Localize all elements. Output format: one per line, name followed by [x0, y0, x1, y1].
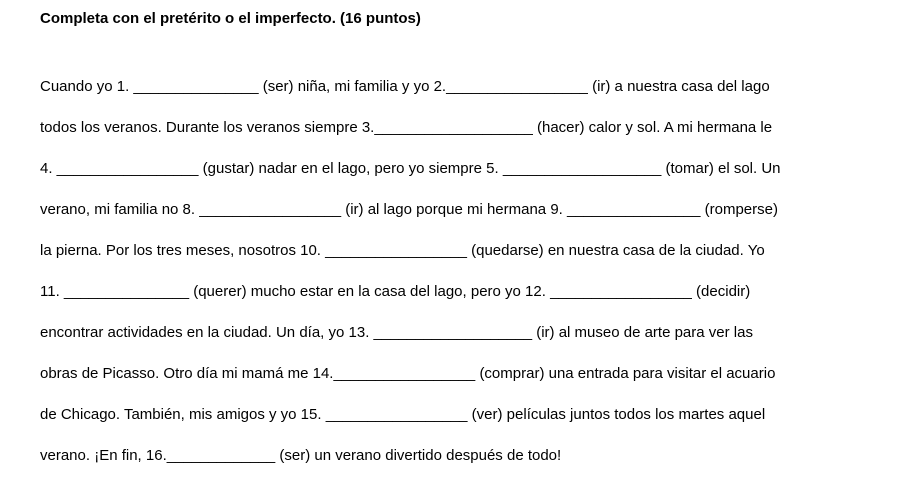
exercise-line: de Chicago. También, mis amigos y yo 15. _________________ (ver) películas juntos todos los martes aquel: [40, 406, 766, 423]
exercise-line: 4. _________________ (gustar) nadar en el lago, pero yo siempre 5. ___________________ (tomar) el sol. Un: [40, 160, 781, 177]
exercise-line: 11. _______________ (querer) mucho estar en la casa del lago, pero yo 12. _________________ (decidir): [40, 283, 751, 300]
exercise-line: todos los veranos. Durante los veranos siempre 3.___________________ (hacer) calor y sol. A mi hermana le: [40, 119, 773, 136]
exercise-line: encontrar actividades en la ciudad. Un día, yo 13. ___________________ (ir) al museo de arte para ver las: [40, 324, 753, 341]
exercise-line: la pierna. Por los tres meses, nosotros 10. _________________ (quedarse) en nuestra casa de la ciudad. Yo: [40, 242, 765, 259]
exercise-line: verano. ¡En fin, 16._____________ (ser) un verano divertido después de todo!: [40, 447, 562, 464]
exercise-line: obras de Picasso. Otro día mi mamá me 14._________________ (comprar) una entrada para visitar el acuario: [40, 365, 776, 382]
exercise-line: verano, mi familia no 8. _________________ (ir) al lago porque mi hermana 9. ________________ (romperse): [40, 201, 778, 218]
worksheet-heading: Completa con el pretérito o el imperfecto. (16 puntos): [40, 10, 421, 27]
exercise-line: Cuando yo 1. _______________ (ser) niña, mi familia y yo 2._________________ (ir) a nuestra casa del lago: [40, 78, 770, 95]
